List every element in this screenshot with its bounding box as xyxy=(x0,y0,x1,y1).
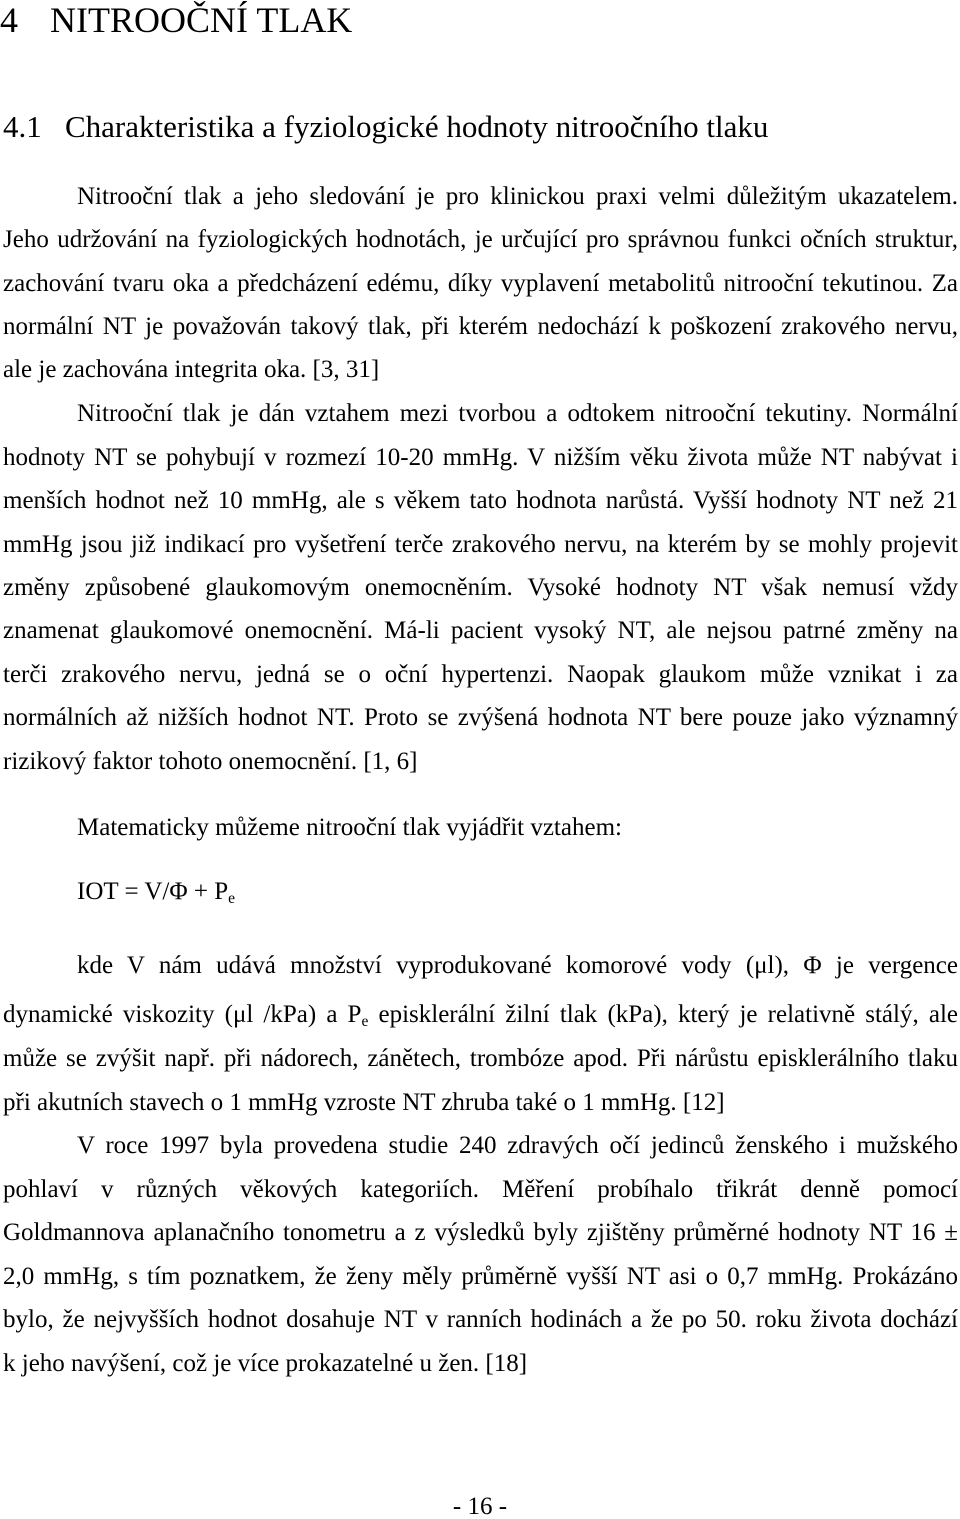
text-line: V roce 1997 byla provedena studie 240 zdravých očí jedinců ženského i mužského xyxy=(77,1132,958,1159)
equation-subscript: e xyxy=(228,889,236,907)
text-line: může se zvýšit např. při nádorech, zánětech, trombóze apod. Při nárůstu episklerálního tlaku xyxy=(3,1045,958,1072)
text-line: ale je zachována integrita oka. [3, 31] xyxy=(3,356,380,383)
text-line: 2,0 mmHg, s tím poznatkem, že ženy měly průměrně vyšší NT asi o 0,7 mmHg. Prokázáno xyxy=(3,1263,958,1290)
text-line: Nitrooční tlak a jeho sledování je pro klinickou praxi velmi důležitým ukazatelem. xyxy=(77,183,958,210)
section-number: 4.1 xyxy=(3,109,42,144)
text-line: znamenat glaukomové onemocnění. Má-li pacient vysoký NT, ale nejsou patrné změny na xyxy=(3,617,958,644)
equation-main: IOT = V/Φ + P xyxy=(77,878,229,905)
text-line: Jeho udržování na fyziologických hodnotách, je určující pro správnou funkci očních struktur, xyxy=(3,226,958,253)
text-line: rizikový faktor tohoto onemocnění. [1, 6] xyxy=(3,748,418,775)
text-line: Goldmannova aplanačního tonometru a z výsledků byly zjištěny průměrné hodnoty NT 16 ± xyxy=(3,1219,958,1246)
text-line: k jeho navýšení, což je více prokazatelné u žen. [18] xyxy=(3,1350,528,1377)
subscript: e xyxy=(361,1012,369,1030)
page-number: - 16 - xyxy=(452,1493,508,1519)
text-line: zachování tvaru oka a předcházení edému, díky vyplavení metabolitů nitrooční tekutinou. Za xyxy=(3,270,958,297)
text-segment: episklerální žilní tlak (kPa), který je relativně stálý, ale xyxy=(368,1001,958,1028)
text-line: při akutních stavech o 1 mmHg vzroste NT zhruba také o 1 mmHg. [12] xyxy=(3,1089,725,1116)
text-line: hodnoty NT se pohybují v rozmezí 10-20 mmHg. V nižším věku života může NT nabývat i xyxy=(3,444,958,471)
text-line: terči zrakového nervu, jedná se o oční hypertenzi. Naopak glaukom může vznikat i za xyxy=(3,661,958,688)
text-line: normálních až nižších hodnot NT. Proto se zvýšená hodnota NT bere pouze jako významný xyxy=(3,704,958,731)
text-line: normální NT je považován takový tlak, při kterém nedochází k poškození zrakového nervu, xyxy=(3,313,958,340)
text-line: Nitrooční tlak je dán vztahem mezi tvorbou a odtokem nitrooční tekutiny. Normální xyxy=(77,400,958,427)
chapter-number: 4 xyxy=(0,0,18,40)
text-line: změny způsobené glaukomovým onemocněním. Vysoké hodnoty NT však nemusí vždy xyxy=(3,574,958,601)
text-line: menších hodnot než 10 mmHg, ale s věkem tato hodnota narůstá. Vyšší hodnoty NT než 21 xyxy=(3,487,958,514)
text-line: kde V nám udává množství vyprodukované komorové vody (μl), Φ je vergence xyxy=(77,952,958,979)
text-line: mmHg jsou již indikací pro vyšetření terče zrakového nervu, na kterém by se mohly projevit xyxy=(3,531,958,558)
chapter-title: NITROOČNÍ TLAK xyxy=(50,0,353,40)
text-line: bylo, že nejvyšších hodnot dosahuje NT v ranních hodinách a že po 50. roku života dochází xyxy=(3,1306,958,1333)
text-segment: dynamické viskozity (μl /kPa) a P xyxy=(3,1001,362,1028)
text-line: Matematicky můžeme nitrooční tlak vyjádřit vztahem: xyxy=(77,814,622,841)
text-line xyxy=(3,999,958,1031)
equation xyxy=(77,876,958,908)
section-title: Charakteristika a fyziologické hodnoty nitroočního tlaku xyxy=(65,109,769,144)
text-line: pohlaví v různých věkových kategoriích. Měření probíhalo třikrát denně pomocí xyxy=(3,1176,958,1203)
